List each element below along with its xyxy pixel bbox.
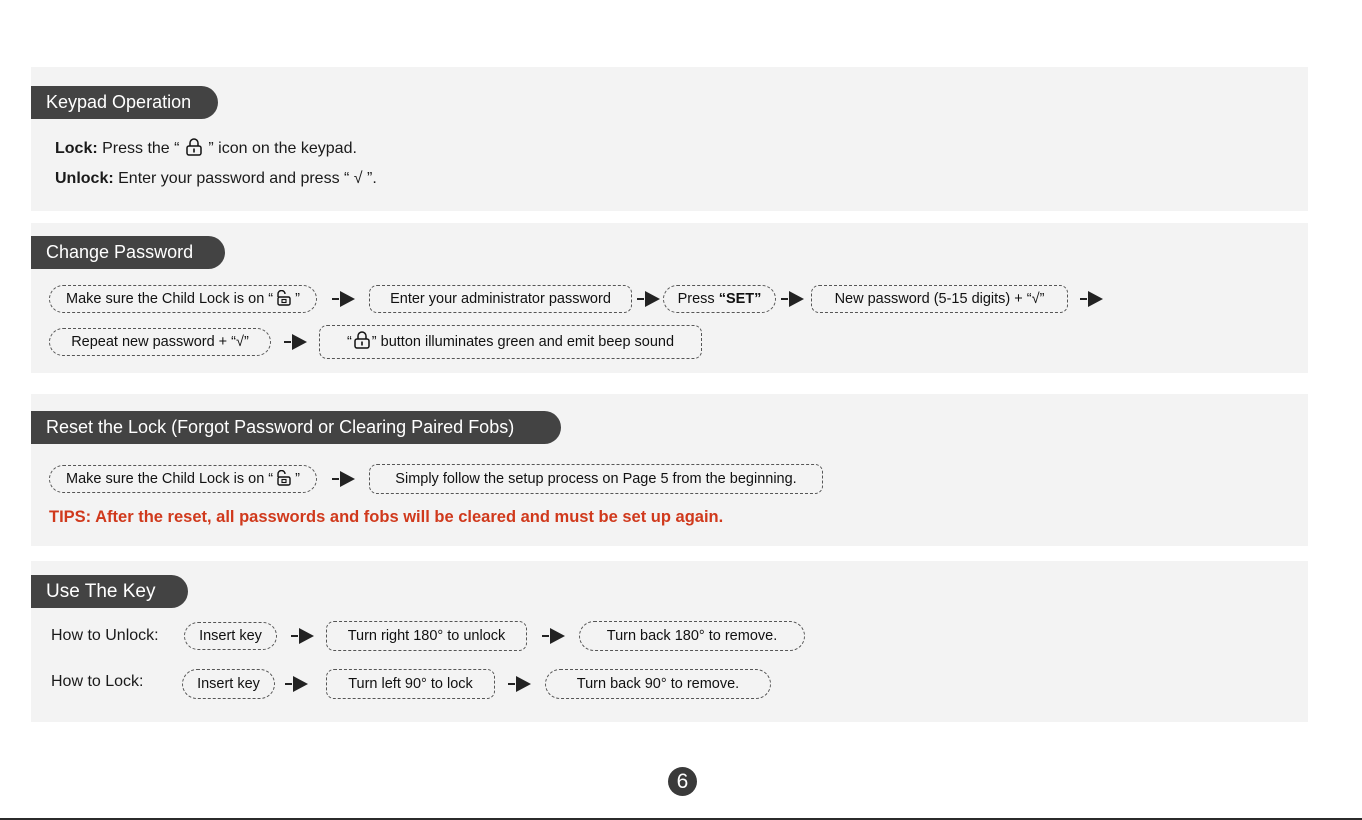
turn-right-step: Turn right 180° to unlock: [326, 621, 527, 651]
arrow-right-icon: [285, 676, 309, 692]
use-key-header: Use The Key: [31, 575, 188, 608]
turn-back-remove-step: Turn back 90° to remove.: [545, 669, 771, 699]
lock-closed-icon: [354, 331, 370, 349]
lock-label: Lock:: [55, 140, 98, 157]
child-lock-icon: [275, 470, 293, 486]
admin-password-step: Enter your administrator password: [369, 285, 632, 313]
how-to-unlock-label: How to Unlock:: [51, 627, 159, 644]
reset-tips: TIPS: After the reset, all passwords and fobs will be cleared and must be set up again.: [49, 508, 724, 526]
step-text-end: ”: [295, 471, 300, 487]
press-set-step: [663, 285, 776, 313]
keypad-operation-header: Keypad Operation: [31, 86, 218, 119]
step-text: Make sure the Child Lock is on “: [66, 291, 274, 307]
page-number-badge: 6: [668, 767, 697, 796]
unlock-text: Enter your password and press “ √ ”.: [113, 170, 377, 187]
arrow-right-icon: [1080, 291, 1104, 307]
step-text: Make sure the Child Lock is on “: [66, 471, 274, 487]
repeat-password-step: Repeat new password + “√”: [49, 328, 271, 356]
child-lock-on-step: [49, 285, 317, 313]
insert-key-step: Insert key: [184, 622, 277, 650]
set-key-label: “SET”: [718, 291, 762, 307]
new-password-step: New password (5-15 digits) + “√”: [811, 285, 1068, 313]
arrow-right-icon: [332, 471, 356, 487]
lock-closed-icon: [186, 138, 202, 156]
insert-key-step: Insert key: [182, 669, 275, 699]
lock-instruction: [55, 138, 357, 159]
arrow-right-icon: [332, 291, 356, 307]
step-text-end: ”: [295, 291, 300, 307]
change-password-header: Change Password: [31, 236, 225, 269]
lock-text-end: ” icon on the keypad.: [203, 140, 357, 157]
unlock-instruction: [55, 169, 377, 189]
arrow-right-icon: [508, 676, 532, 692]
turn-back-remove-step: Turn back 180° to remove.: [579, 621, 805, 651]
how-to-lock-label: How to Lock:: [51, 673, 144, 690]
button-illuminates-step: [319, 325, 702, 359]
lock-text-start: Press the “: [97, 140, 184, 157]
child-lock-on-step: [49, 465, 317, 493]
step-text: Press: [677, 291, 719, 307]
arrow-right-icon: [291, 628, 315, 644]
arrow-right-icon: [637, 291, 661, 307]
unlock-label: Unlock:: [55, 170, 114, 187]
arrow-right-icon: [542, 628, 566, 644]
reset-lock-header: Reset the Lock (Forgot Password or Clearing Paired Fobs): [31, 411, 561, 444]
arrow-right-icon: [284, 334, 308, 350]
child-lock-icon: [275, 290, 293, 306]
step-text-end: ” button illuminates green and emit beep sound: [371, 334, 675, 350]
turn-left-step: Turn left 90° to lock: [326, 669, 495, 699]
arrow-right-icon: [781, 291, 805, 307]
step-text: “: [346, 334, 352, 350]
setup-process-step: Simply follow the setup process on Page 5 from the beginning.: [369, 464, 823, 494]
